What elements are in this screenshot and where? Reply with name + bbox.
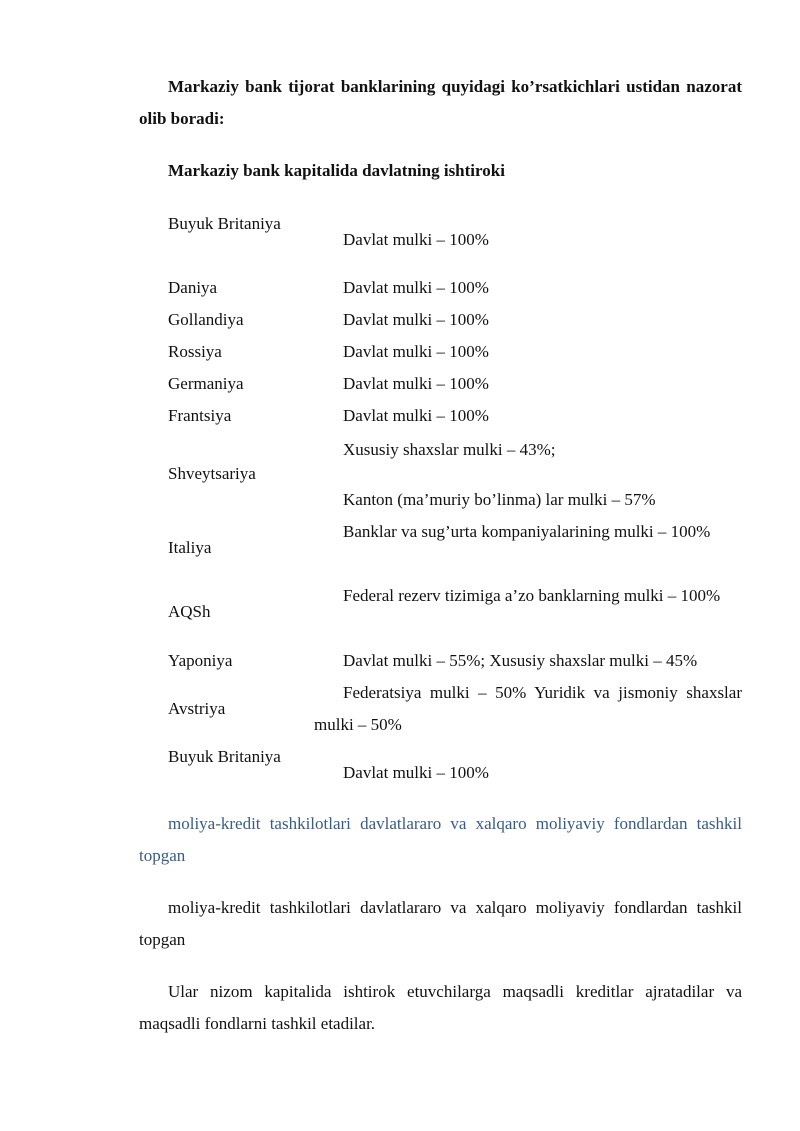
value-cell: Kanton (ma’muriy bo’linma) lar mulki – 57% xyxy=(343,490,656,509)
country-cell: Gollandiya xyxy=(168,310,244,329)
country-cell: Rossiya xyxy=(168,342,222,361)
country-cell: Yaponiya xyxy=(168,651,233,670)
country-cell: Buyuk Britaniya xyxy=(168,214,281,233)
value-cell: Banklar va sug’urta kompaniyalarining mulki – 100% xyxy=(343,522,711,541)
value-cell: Davlat mulki – 100% xyxy=(343,763,489,782)
value-cell: Davlat mulki – 100% xyxy=(343,374,489,393)
country-cell: Shveytsariya xyxy=(168,464,256,483)
country-cell: Frantsiya xyxy=(168,406,232,425)
body-paragraph: Ular nizom kapitalida ishtirok etuvchilarga maqsadli kreditlar ajratadilar va maqsadli fondlarni tashkil etadilar. xyxy=(139,982,742,1033)
value-cell: Davlat mulki – 100% xyxy=(343,230,489,249)
intro-paragraph: Markaziy bank tijorat banklarining quyidagi ko’rsatkichlari ustidan nazorat olib boradi: xyxy=(139,77,742,128)
value-cell: Davlat mulki – 55%; Xususiy shaxslar mulki – 45% xyxy=(343,651,698,670)
value-cell: Davlat mulki – 100% xyxy=(343,310,489,329)
country-cell: Germaniya xyxy=(168,374,244,393)
country-cell: Daniya xyxy=(168,278,218,297)
country-cell: Buyuk Britaniya xyxy=(168,747,281,766)
value-cell: Davlat mulki – 100% xyxy=(343,406,489,425)
country-cell: AQSh xyxy=(168,602,211,621)
value-cell: Federal rezerv tizimiga a’zo banklarning mulki – 100% xyxy=(343,586,721,605)
country-cell: Italiya xyxy=(168,538,212,557)
value-cell: Davlat mulki – 100% xyxy=(343,278,489,297)
value-cell: Davlat mulki – 100% xyxy=(343,342,489,361)
value-cell: Federatsiya mulki – 50% Yuridik va jismoniy shaxslar mulki – 50% xyxy=(314,683,742,734)
table-heading: Markaziy bank kapitalida davlatning ishtiroki xyxy=(168,161,505,180)
blue-paragraph: moliya-kredit tashkilotlari davlatlararo va xalqaro moliyaviy fondlardan tashkil topgan xyxy=(139,814,742,865)
body-paragraph: moliya-kredit tashkilotlari davlatlararo va xalqaro moliyaviy fondlardan tashkil topgan xyxy=(139,898,742,949)
country-cell: Avstriya xyxy=(168,699,226,718)
value-cell: Xususiy shaxslar mulki – 43%; xyxy=(343,440,556,459)
